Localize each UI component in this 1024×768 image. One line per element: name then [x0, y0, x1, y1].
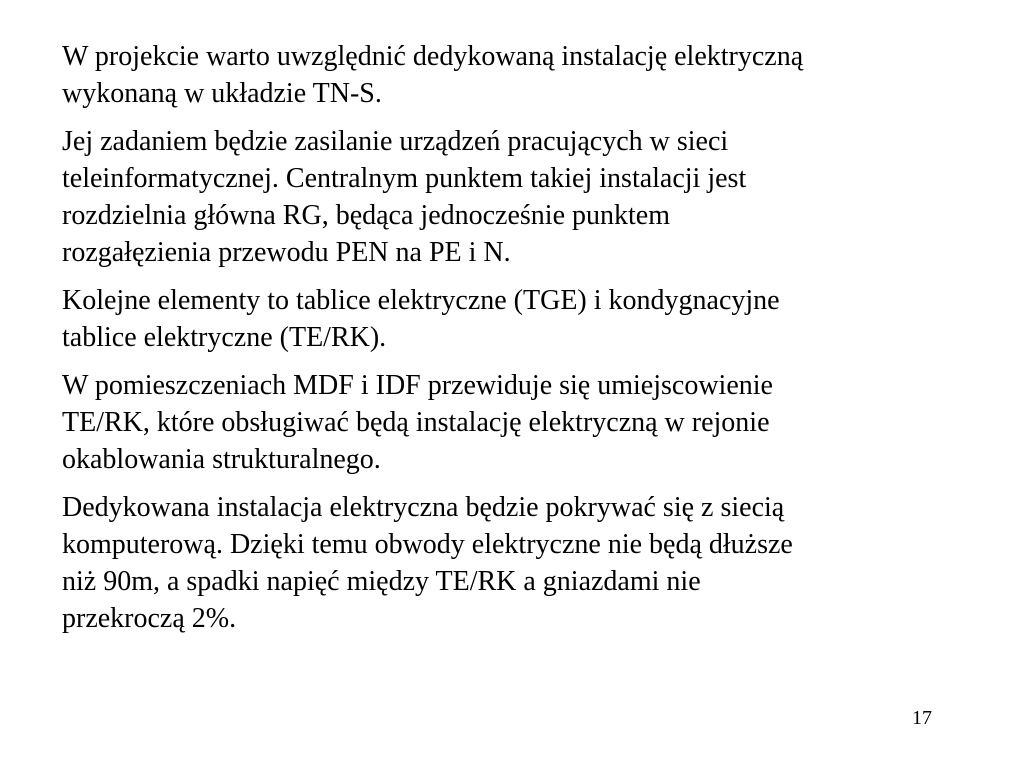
page-number: 17 — [912, 707, 932, 729]
paragraph-mdf-idf — [62, 367, 982, 478]
text-line: przekroczą 2%. — [62, 603, 237, 634]
text-line: Dedykowana instalacja elektryczna będzie pokrywać się z siecią — [62, 492, 785, 523]
text-line: rozdzielnia główna RG, będąca jednocześnie punktem — [62, 200, 670, 231]
paragraph-tn-s — [62, 38, 982, 112]
text-line: komputerową. Dzięki temu obwody elektryczne nie będą dłuższe — [62, 529, 793, 560]
slide-body — [62, 38, 982, 648]
text-line: okablowania strukturalnego. — [62, 444, 381, 475]
text-line: niż 90m, a spadki napięć między TE/RK a gniazdami nie — [62, 566, 701, 597]
text-line: rozgałęzienia przewodu PEN na PE i N. — [62, 237, 511, 268]
text-line: W pomieszczeniach MDF i IDF przewiduje się umiejscowienie — [62, 370, 773, 401]
text-line: wykonaną w układzie TN-S. — [62, 78, 382, 109]
text-line: Kolejne elementy to tablice elektryczne (TGE) i kondygnacyjne — [62, 285, 780, 316]
text-line: tablice elektryczne (TE/RK). — [62, 322, 387, 353]
paragraph-main-distribution — [62, 123, 982, 271]
text-line: Jej zadaniem będzie zasilanie urządzeń pracujących w sieci — [62, 126, 729, 157]
text-line: W projekcie warto uwzględnić dedykowaną instalację elektryczną — [62, 41, 804, 72]
paragraph-panels — [62, 282, 982, 356]
paragraph-coverage — [62, 489, 982, 637]
text-line: teleinformatycznej. Centralnym punktem takiej instalacji jest — [62, 163, 747, 194]
text-line: TE/RK, które obsługiwać będą instalację elektryczną w rejonie — [62, 407, 770, 438]
